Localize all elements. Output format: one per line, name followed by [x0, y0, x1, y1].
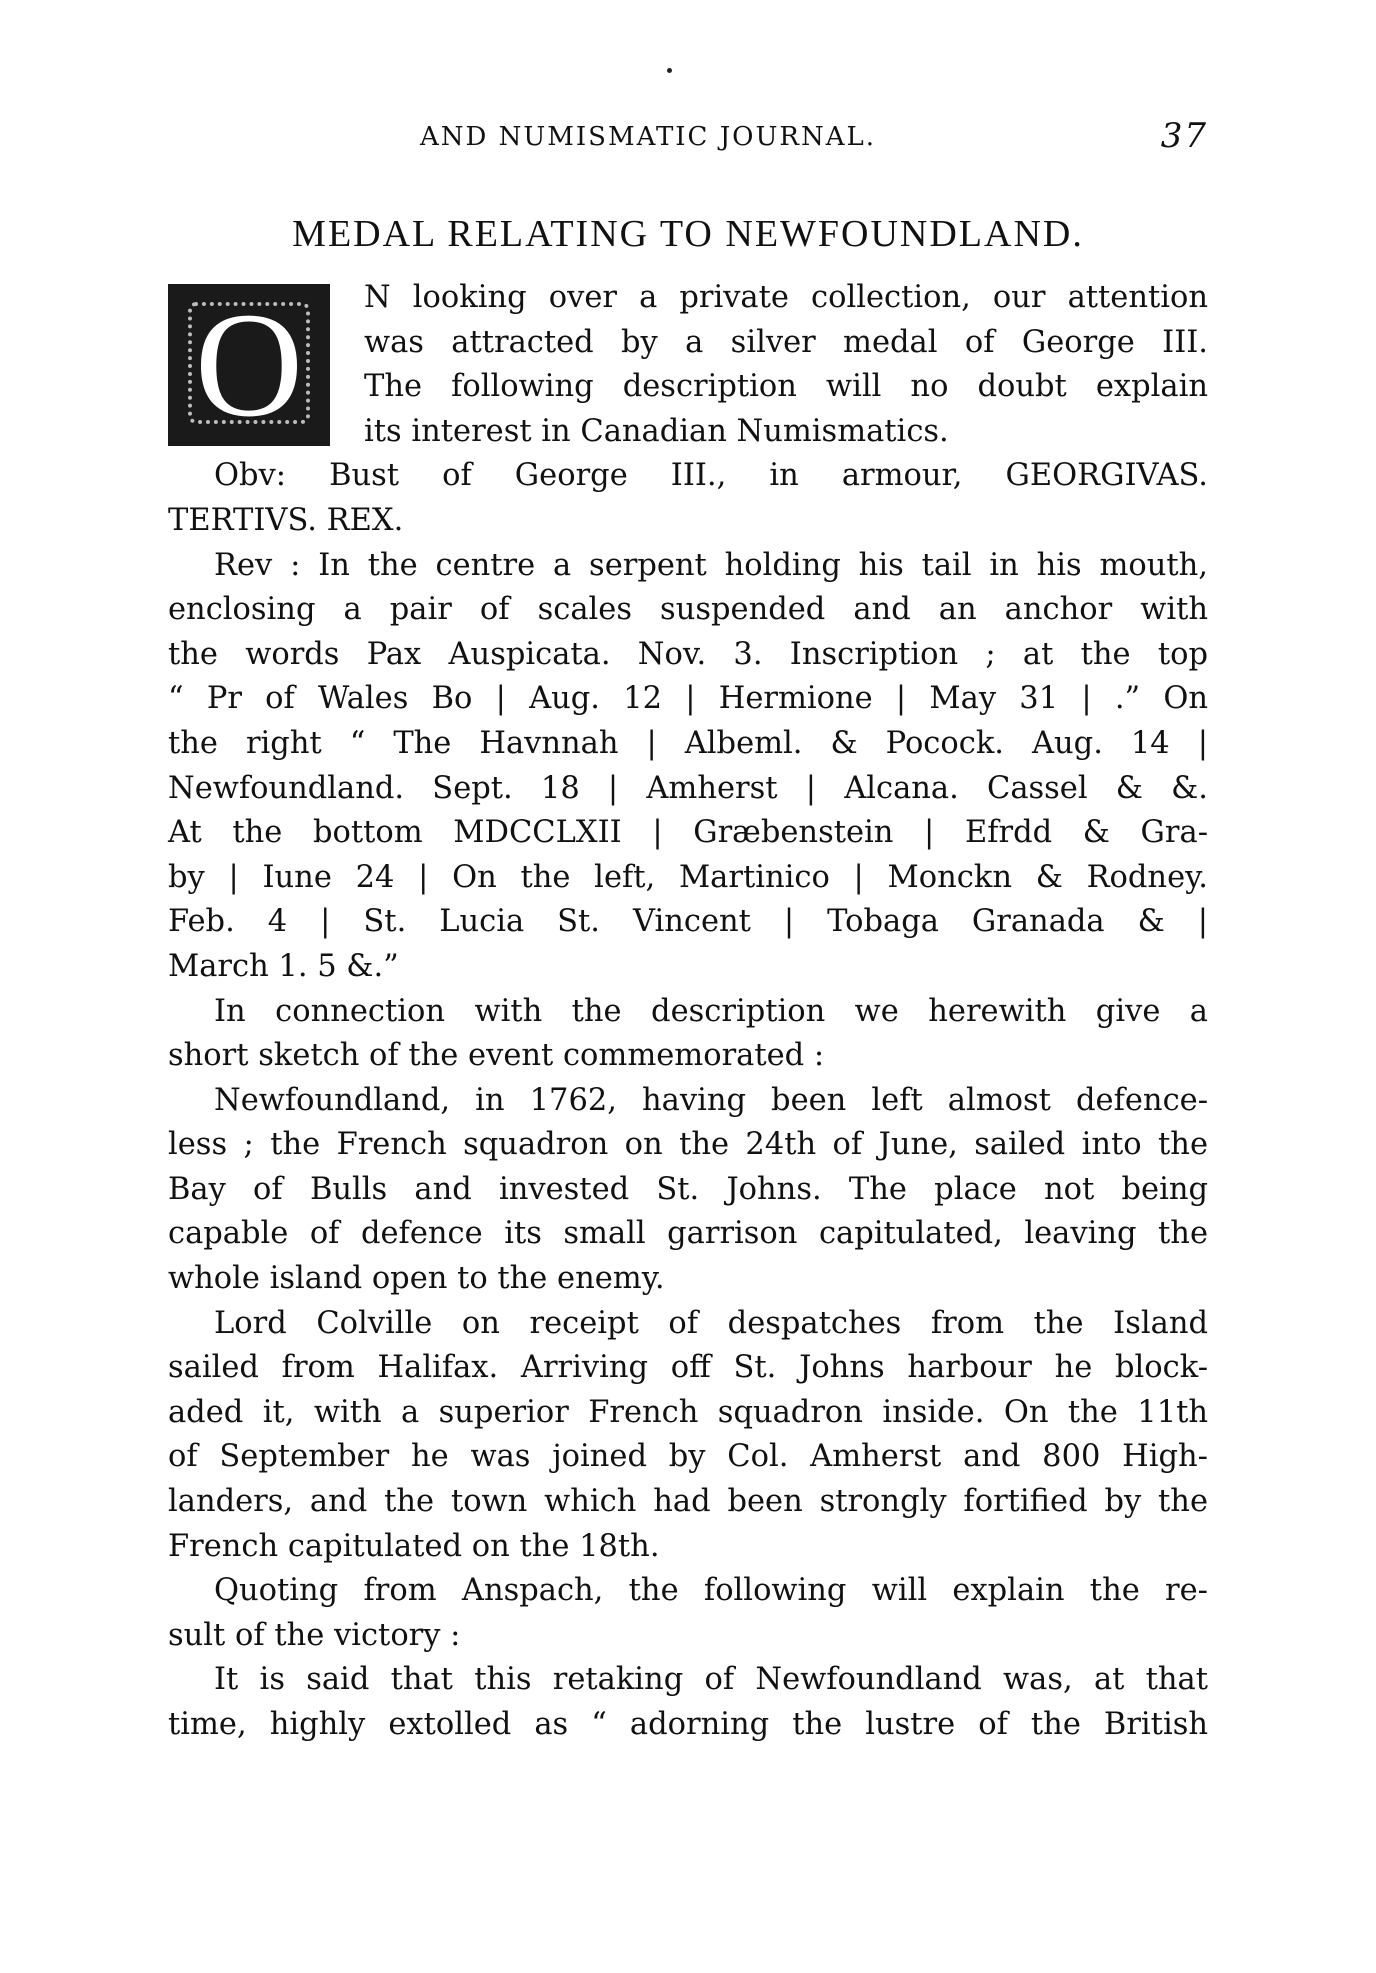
text-line: French capitulated on the 18th.	[168, 1528, 660, 1564]
text-line: Newfoundland, in 1762, having been left almost defence-	[214, 1082, 1208, 1118]
text-line: Lord Colville on receipt of despatches from the Island	[214, 1305, 1208, 1341]
text-line: The following description will no doubt explain	[364, 369, 1208, 405]
text-line: Quoting from Anspach, the following will explain the re-	[214, 1573, 1208, 1609]
text-line: enclosing a pair of scales suspended and an anchor with	[168, 592, 1208, 628]
text-line: aded it, with a superior French squadron inside. On the 11th	[168, 1394, 1208, 1430]
text-line: the right “ The Havnnah | Albeml. & Pocock. Aug. 14 |	[168, 725, 1208, 761]
article-body	[168, 276, 1208, 1748]
text-line: by | Iune 24 | On the left, Martinico | Monckn & Rodney.	[168, 859, 1208, 895]
print-speck	[667, 68, 672, 73]
text-line: March 1. 5 &.”	[168, 948, 399, 984]
text-line: In connection with the description we herewith give a	[214, 993, 1208, 1029]
running-title: AND NUMISMATIC JOURNAL.	[419, 122, 877, 152]
text-line: TERTIVS. REX.	[168, 502, 404, 538]
text-line: N looking over a private collection, our attention	[364, 280, 1208, 315]
text-line: of September he was joined by Col. Amherst and 800 High-	[168, 1439, 1208, 1475]
text-line: Newfoundland. Sept. 18 | Amherst | Alcana. Cassel & &.	[168, 770, 1208, 806]
running-header	[168, 116, 1208, 162]
drop-cap-ornament	[168, 284, 330, 446]
text-line: Bay of Bulls and invested St. Johns. The place not being	[168, 1171, 1208, 1207]
text-line: It is said that this retaking of Newfoundland was, at that	[214, 1662, 1208, 1698]
text-line: landers, and the town which had been strongly fortified by the	[168, 1484, 1208, 1520]
article-title: MEDAL RELATING TO NEWFOUNDLAND.	[292, 213, 1084, 255]
text-line: short sketch of the event commemorated :	[168, 1038, 825, 1074]
drop-cap-letter: O	[194, 282, 304, 448]
text-line: less ; the French squadron on the 24th of June, sailed into the	[168, 1127, 1208, 1163]
text-line: whole island open to the enemy.	[168, 1261, 665, 1297]
text-line: capable of defence its small garrison capitulated, leaving the	[168, 1216, 1208, 1252]
text-line: its interest in Canadian Numismatics.	[364, 413, 949, 449]
text-line: Rev : In the centre a serpent holding his tail in his mouth,	[214, 547, 1208, 583]
text-line: was attracted by a silver medal of George III.	[364, 324, 1208, 360]
page-number: 37	[1160, 116, 1208, 156]
text-line: Obv: Bust of George III., in armour, GEORGIVAS.	[214, 458, 1208, 494]
text-line: sult of the victory :	[168, 1617, 461, 1653]
text-line: “ Pr of Wales Bo | Aug. 12 | Hermione | May 31 | .” On	[168, 681, 1208, 717]
text-line: the words Pax Auspicata. Nov. 3. Inscription ; at the top	[168, 636, 1208, 672]
text-line: At the bottom MDCCLXII | Græbenstein | Efrdd & Gra-	[168, 815, 1208, 851]
text-line: Feb. 4 | St. Lucia St. Vincent | Tobaga Granada & |	[168, 904, 1208, 940]
text-line: sailed from Halifax. Arriving off St. Johns harbour he block-	[168, 1350, 1208, 1386]
text-line: time, highly extolled as “ adorning the lustre of the British	[168, 1707, 1208, 1742]
